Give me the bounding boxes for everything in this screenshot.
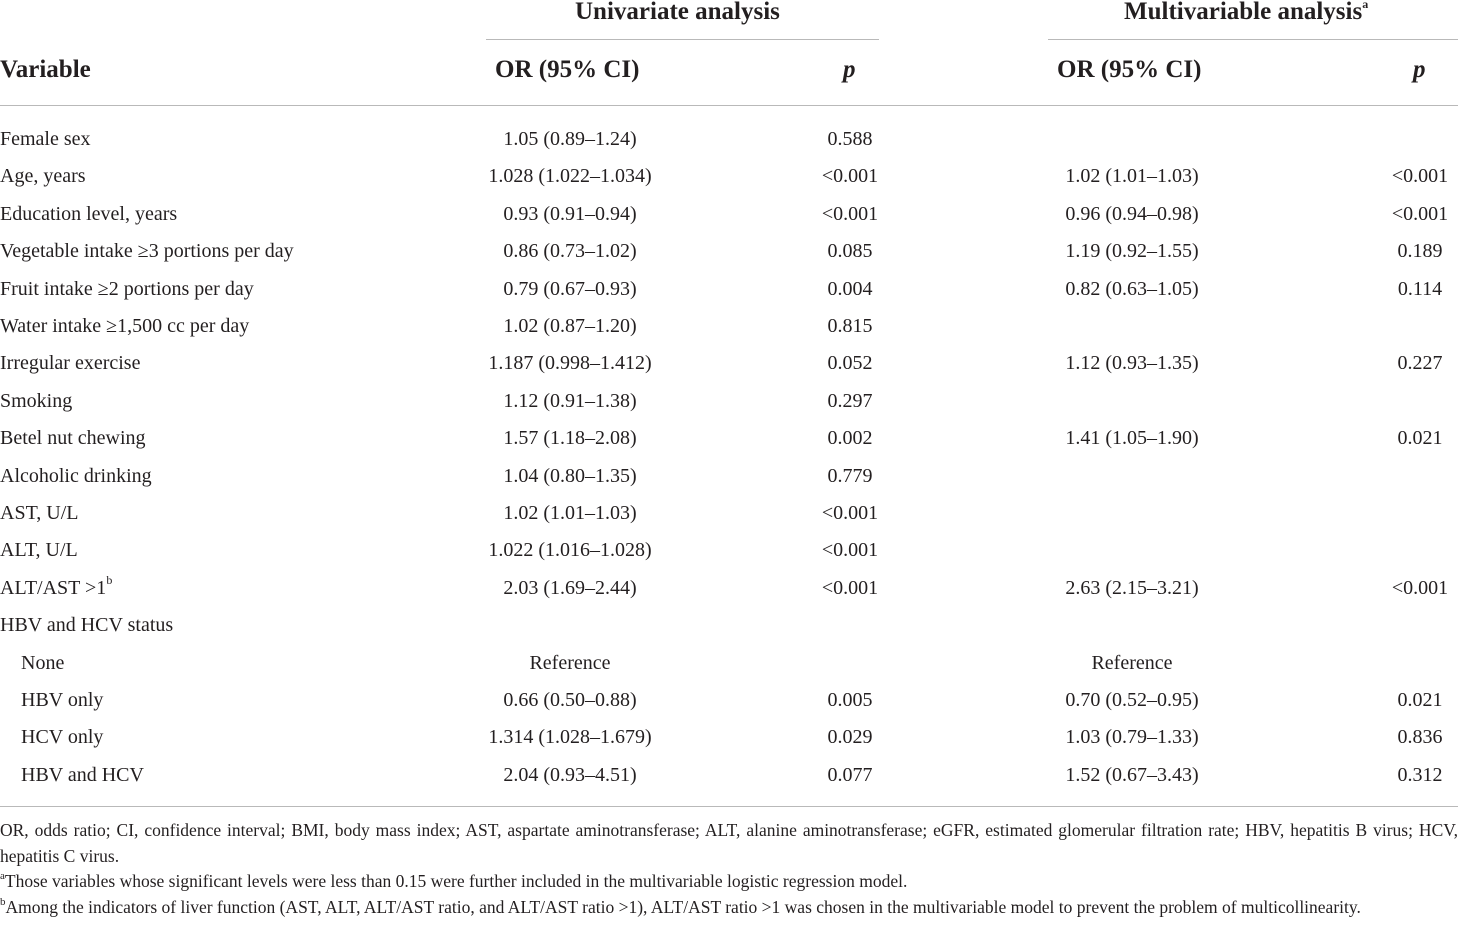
variable-text: Water intake ≥1,500 cc per day xyxy=(0,315,250,337)
multi-or-cell: 0.96 (0.94–0.98) xyxy=(1065,202,1199,225)
multi-p-cell: 0.189 xyxy=(1397,240,1443,263)
uni-or-cell: 1.314 (1.028–1.679) xyxy=(488,726,652,749)
variable-cell xyxy=(0,240,294,263)
variable-text: Alcoholic drinking xyxy=(0,464,152,487)
variable-text: AST, U/L xyxy=(0,502,79,524)
multi-p-cell: 0.227 xyxy=(1397,352,1443,375)
univariate-group-rule xyxy=(486,39,879,40)
uni-or-cell: 1.57 (1.18–2.08) xyxy=(503,427,637,450)
uni-or-cell: 1.028 (1.022–1.034) xyxy=(488,165,652,188)
uni-p-cell: 0.815 xyxy=(827,315,873,337)
uni-p-cell: 0.297 xyxy=(827,389,873,412)
table-notes xyxy=(0,818,1458,920)
table-bottom-rule xyxy=(0,806,1458,807)
variable-text: Age, years xyxy=(0,165,86,188)
variable-text: Smoking xyxy=(0,389,73,412)
variable-column-header: Variable xyxy=(0,56,91,83)
footnote-a-mark: a xyxy=(0,870,5,883)
variable-text: HBV and HCV status xyxy=(0,614,174,637)
uni-or-cell: 1.02 (1.01–1.03) xyxy=(503,502,637,524)
variable-cell xyxy=(21,764,144,787)
table-row xyxy=(0,531,1460,568)
uni-or-cell: 1.02 (0.87–1.20) xyxy=(503,315,637,337)
uni-or-cell: 1.12 (0.91–1.38) xyxy=(503,389,637,412)
variable-text: Vegetable intake ≥3 portions per day xyxy=(0,240,294,263)
table-row xyxy=(0,756,1460,793)
uni-p-cell: 0.085 xyxy=(827,240,873,263)
multi-or-cell: 0.70 (0.52–0.95) xyxy=(1065,689,1199,711)
uni-p-cell: 0.004 xyxy=(827,277,873,300)
variable-cell xyxy=(0,427,146,450)
multi-p-cell: 0.021 xyxy=(1397,427,1443,450)
footnote-a xyxy=(0,869,1458,895)
table-row xyxy=(0,382,1460,419)
table-row xyxy=(0,681,1460,718)
variable-cell xyxy=(0,352,140,375)
variable-cell xyxy=(21,652,64,675)
variable-cell xyxy=(0,539,78,562)
table-row xyxy=(0,569,1460,606)
footnote-b-text: Among the indicators of liver function (AST, ALT, ALT/AST ratio, and ALT/AST ratio >1), ALT/AST ratio >1 was chosen in the multivariable model to prevent the problem of multicollinearity. xyxy=(5,896,1361,917)
variable-text: Betel nut chewing xyxy=(0,427,146,450)
uni-or-cell: 1.05 (0.89–1.24) xyxy=(503,128,637,150)
multi-or-cell: 0.82 (0.63–1.05) xyxy=(1065,277,1199,300)
variable-text: Fruit intake ≥2 portions per day xyxy=(0,277,254,300)
table-row xyxy=(0,419,1460,456)
multivariable-footnote-mark: a xyxy=(1362,0,1369,11)
uni-p-cell: 0.029 xyxy=(827,726,873,749)
multi-or-cell: 2.63 (2.15–3.21) xyxy=(1065,576,1199,599)
uni-or-cell: 0.66 (0.50–0.88) xyxy=(503,689,637,711)
multi-p-cell: <0.001 xyxy=(1391,165,1449,188)
multi-or-column-header: OR (95% CI) xyxy=(1057,56,1202,83)
table-row xyxy=(0,457,1460,494)
uni-or-cell: 2.04 (0.93–4.51) xyxy=(503,763,637,786)
uni-p-cell: 0.005 xyxy=(827,689,873,711)
multi-or-cell: Reference xyxy=(1091,651,1173,674)
variable-text: Education level, years xyxy=(0,202,178,225)
variable-cell xyxy=(0,165,86,188)
table-row xyxy=(0,270,1460,307)
multi-or-cell: 1.19 (0.92–1.55) xyxy=(1065,240,1199,263)
footnote-a-text: Those variables whose significant levels were less than 0.15 were further included in the multivariable logistic regression model. xyxy=(4,871,908,891)
uni-p-cell: <0.001 xyxy=(821,539,879,562)
table-row xyxy=(0,644,1460,681)
variable-cell xyxy=(0,315,249,338)
uni-or-cell: Reference xyxy=(529,651,611,674)
uni-or-cell: 1.04 (0.80–1.35) xyxy=(503,464,637,487)
variable-cell xyxy=(0,128,91,151)
multi-or-cell: 1.03 (0.79–1.33) xyxy=(1065,726,1199,749)
multi-or-cell: 1.12 (0.93–1.35) xyxy=(1065,352,1199,375)
variable-cell xyxy=(0,465,152,488)
footnote-b-mark: b xyxy=(0,895,6,908)
variable-text: None xyxy=(21,651,65,674)
multi-or-cell: 1.02 (1.01–1.03) xyxy=(1065,165,1199,188)
variable-cell xyxy=(21,689,103,712)
uni-or-cell: 0.86 (0.73–1.02) xyxy=(503,240,637,263)
uni-or-cell: 0.79 (0.67–0.93) xyxy=(503,277,637,300)
table-row xyxy=(0,494,1460,531)
uni-or-cell: 2.03 (1.69–2.44) xyxy=(503,576,637,599)
multivariable-group-title xyxy=(1124,0,1368,26)
multivariable-group-title-text: Multivariable analysis xyxy=(1124,0,1363,25)
multi-p-cell: 0.312 xyxy=(1397,763,1443,786)
table-row xyxy=(0,232,1460,269)
variable-text: HCV only xyxy=(21,726,104,749)
multi-or-cell: 1.41 (1.05–1.90) xyxy=(1065,427,1199,450)
table-row xyxy=(0,120,1460,157)
table-row xyxy=(0,307,1460,344)
variable-cell xyxy=(0,278,254,301)
table-row xyxy=(0,195,1460,232)
uni-p-cell: <0.001 xyxy=(821,165,879,188)
multivariable-group-rule xyxy=(1048,39,1458,40)
uni-or-cell: 1.022 (1.016–1.028) xyxy=(488,539,652,562)
uni-p-column-header: p xyxy=(843,56,856,83)
variable-text: Female sex xyxy=(0,128,91,150)
variable-text: HBV only xyxy=(21,689,104,711)
uni-p-cell: 0.077 xyxy=(827,763,873,786)
table-row xyxy=(0,344,1460,381)
uni-or-column-header: OR (95% CI) xyxy=(495,56,640,83)
table-row xyxy=(0,718,1460,755)
uni-p-cell: 0.588 xyxy=(827,128,873,150)
multi-p-cell: <0.001 xyxy=(1391,202,1449,225)
univariate-group-title: Univariate analysis xyxy=(575,0,780,25)
variable-cell xyxy=(0,203,177,226)
variable-footnote-mark: b xyxy=(106,573,113,588)
uni-p-cell: 0.052 xyxy=(827,352,873,375)
variable-text: ALT/AST >1 xyxy=(0,576,107,599)
uni-or-cell: 0.93 (0.91–0.94) xyxy=(503,202,637,225)
multi-p-cell: <0.001 xyxy=(1391,576,1449,599)
table-row xyxy=(0,606,1460,643)
uni-p-cell: <0.001 xyxy=(821,576,879,599)
uni-or-cell: 1.187 (0.998–1.412) xyxy=(488,352,652,375)
multi-p-cell: 0.114 xyxy=(1397,277,1443,300)
variable-cell xyxy=(0,390,72,413)
abbreviations-note: OR, odds ratio; CI, confidence interval; BMI, body mass index; AST, aspartate aminotransferase; ALT, alanine aminotransferase; eGFR, estimated glomerular filtration rate; HBV, hepatitis B virus; HCV, hepatitis C virus. xyxy=(0,820,1458,866)
uni-p-cell: <0.001 xyxy=(821,502,879,524)
table-row xyxy=(0,157,1460,194)
uni-p-cell: <0.001 xyxy=(821,202,879,225)
variable-cell xyxy=(0,573,113,600)
multi-or-cell: 1.52 (0.67–3.43) xyxy=(1065,763,1199,786)
multi-p-cell: 0.021 xyxy=(1397,689,1443,711)
header-bottom-rule xyxy=(0,105,1458,106)
variable-text: HBV and HCV xyxy=(21,763,144,786)
variable-text: ALT, U/L xyxy=(0,539,78,562)
footnote-b xyxy=(0,895,1458,921)
multi-p-column-header: p xyxy=(1413,56,1426,83)
variable-cell xyxy=(0,614,173,637)
variable-cell xyxy=(21,726,103,749)
uni-p-cell: 0.779 xyxy=(827,464,873,487)
multi-p-cell: 0.836 xyxy=(1397,726,1443,749)
uni-p-cell: 0.002 xyxy=(827,427,873,450)
variable-cell xyxy=(0,502,79,525)
variable-text: Irregular exercise xyxy=(0,352,141,375)
